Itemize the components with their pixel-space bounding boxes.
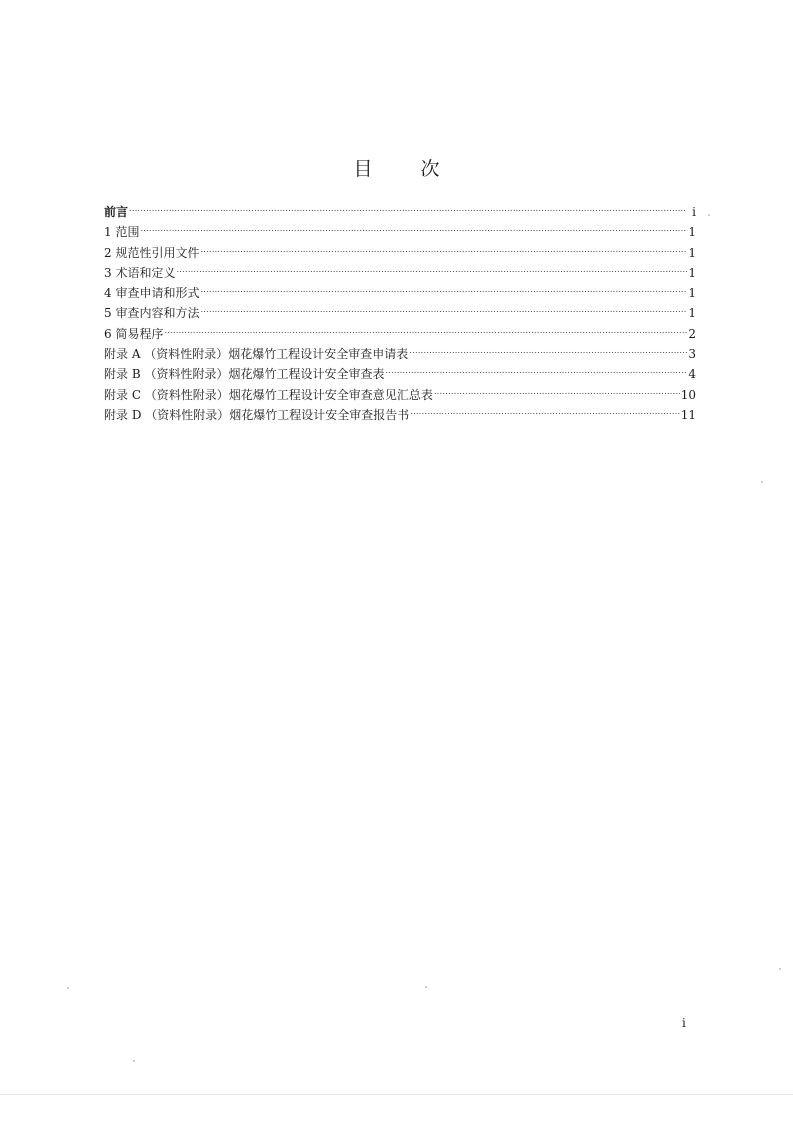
toc-entry-page: 3 [688, 347, 696, 362]
toc-entry-terms-definitions[interactable] [104, 263, 696, 283]
toc-entry-page: i [692, 205, 696, 219]
scan-speck [67, 987, 69, 989]
toc-entry-review-application[interactable] [104, 283, 696, 303]
toc-entry-page: 10 [680, 387, 696, 402]
toc-entry-label: 4 审查申请和形式 [104, 286, 200, 301]
toc-entry-label: 附录 B （资料性附录）烟花爆竹工程设计安全审查表 [104, 367, 385, 382]
toc-leader-dots [385, 366, 687, 378]
toc-entry-page: 1 [688, 306, 696, 321]
footer-page-number: i [682, 1016, 686, 1030]
toc-entry-page: 1 [688, 245, 696, 260]
toc-entry-label: 3 术语和定义 [104, 265, 176, 280]
toc-leader-dots [200, 245, 687, 257]
toc-entry-label: 1 范围 [104, 225, 140, 240]
toc-leader-dots [410, 407, 679, 419]
toc-entry-page: 1 [688, 286, 696, 301]
toc-entry-review-content[interactable] [104, 303, 696, 323]
toc-leader-dots [434, 387, 680, 399]
toc-entry-appendix-c[interactable] [104, 385, 696, 405]
toc-entry-appendix-a[interactable] [104, 344, 696, 364]
toc-entry-page: 1 [688, 265, 696, 280]
title-char-right: 次 [420, 158, 440, 180]
toc-entry-normative-references[interactable] [104, 243, 696, 263]
toc-entry-appendix-b[interactable] [104, 364, 696, 384]
toc-entry-label: 附录 D （资料性附录）烟花爆竹工程设计安全审查报告书 [104, 407, 410, 422]
scan-bottom-edge [0, 1094, 793, 1095]
page-title [0, 154, 793, 181]
toc-leader-dots [176, 265, 687, 277]
toc-entry-label: 6 简易程序 [104, 326, 164, 341]
table-of-contents [104, 202, 696, 425]
toc-entry-label: 2 规范性引用文件 [104, 245, 200, 260]
toc-leader-dots [200, 285, 687, 297]
scan-speck [708, 214, 710, 216]
scan-speck [133, 1060, 135, 1062]
toc-entry-scope[interactable] [104, 222, 696, 242]
toc-entry-preface[interactable] [104, 202, 696, 222]
toc-entry-page: 1 [688, 225, 696, 240]
scan-speck [425, 986, 427, 988]
toc-entry-label: 附录 C （资料性附录）烟花爆竹工程设计安全审查意见汇总表 [104, 387, 433, 402]
toc-leader-dots [409, 346, 687, 358]
scan-speck [779, 968, 781, 970]
title-char-left: 目 [353, 158, 373, 180]
toc-leader-dots [140, 224, 687, 236]
toc-leader-dots [164, 326, 687, 338]
toc-entry-page: 11 [680, 407, 696, 422]
toc-entry-appendix-d[interactable] [104, 405, 696, 425]
toc-entry-page: 2 [688, 326, 696, 341]
toc-entry-page: 4 [688, 367, 696, 382]
toc-entry-label: 前言 [104, 205, 129, 219]
toc-entry-simplified-procedure[interactable] [104, 324, 696, 344]
scan-speck [761, 481, 763, 483]
toc-entry-label: 附录 A （资料性附录）烟花爆竹工程设计安全审查申请表 [104, 347, 409, 362]
toc-leader-dots [200, 305, 687, 317]
toc-leader-dots [129, 204, 687, 216]
toc-entry-label: 5 审查内容和方法 [104, 306, 200, 321]
